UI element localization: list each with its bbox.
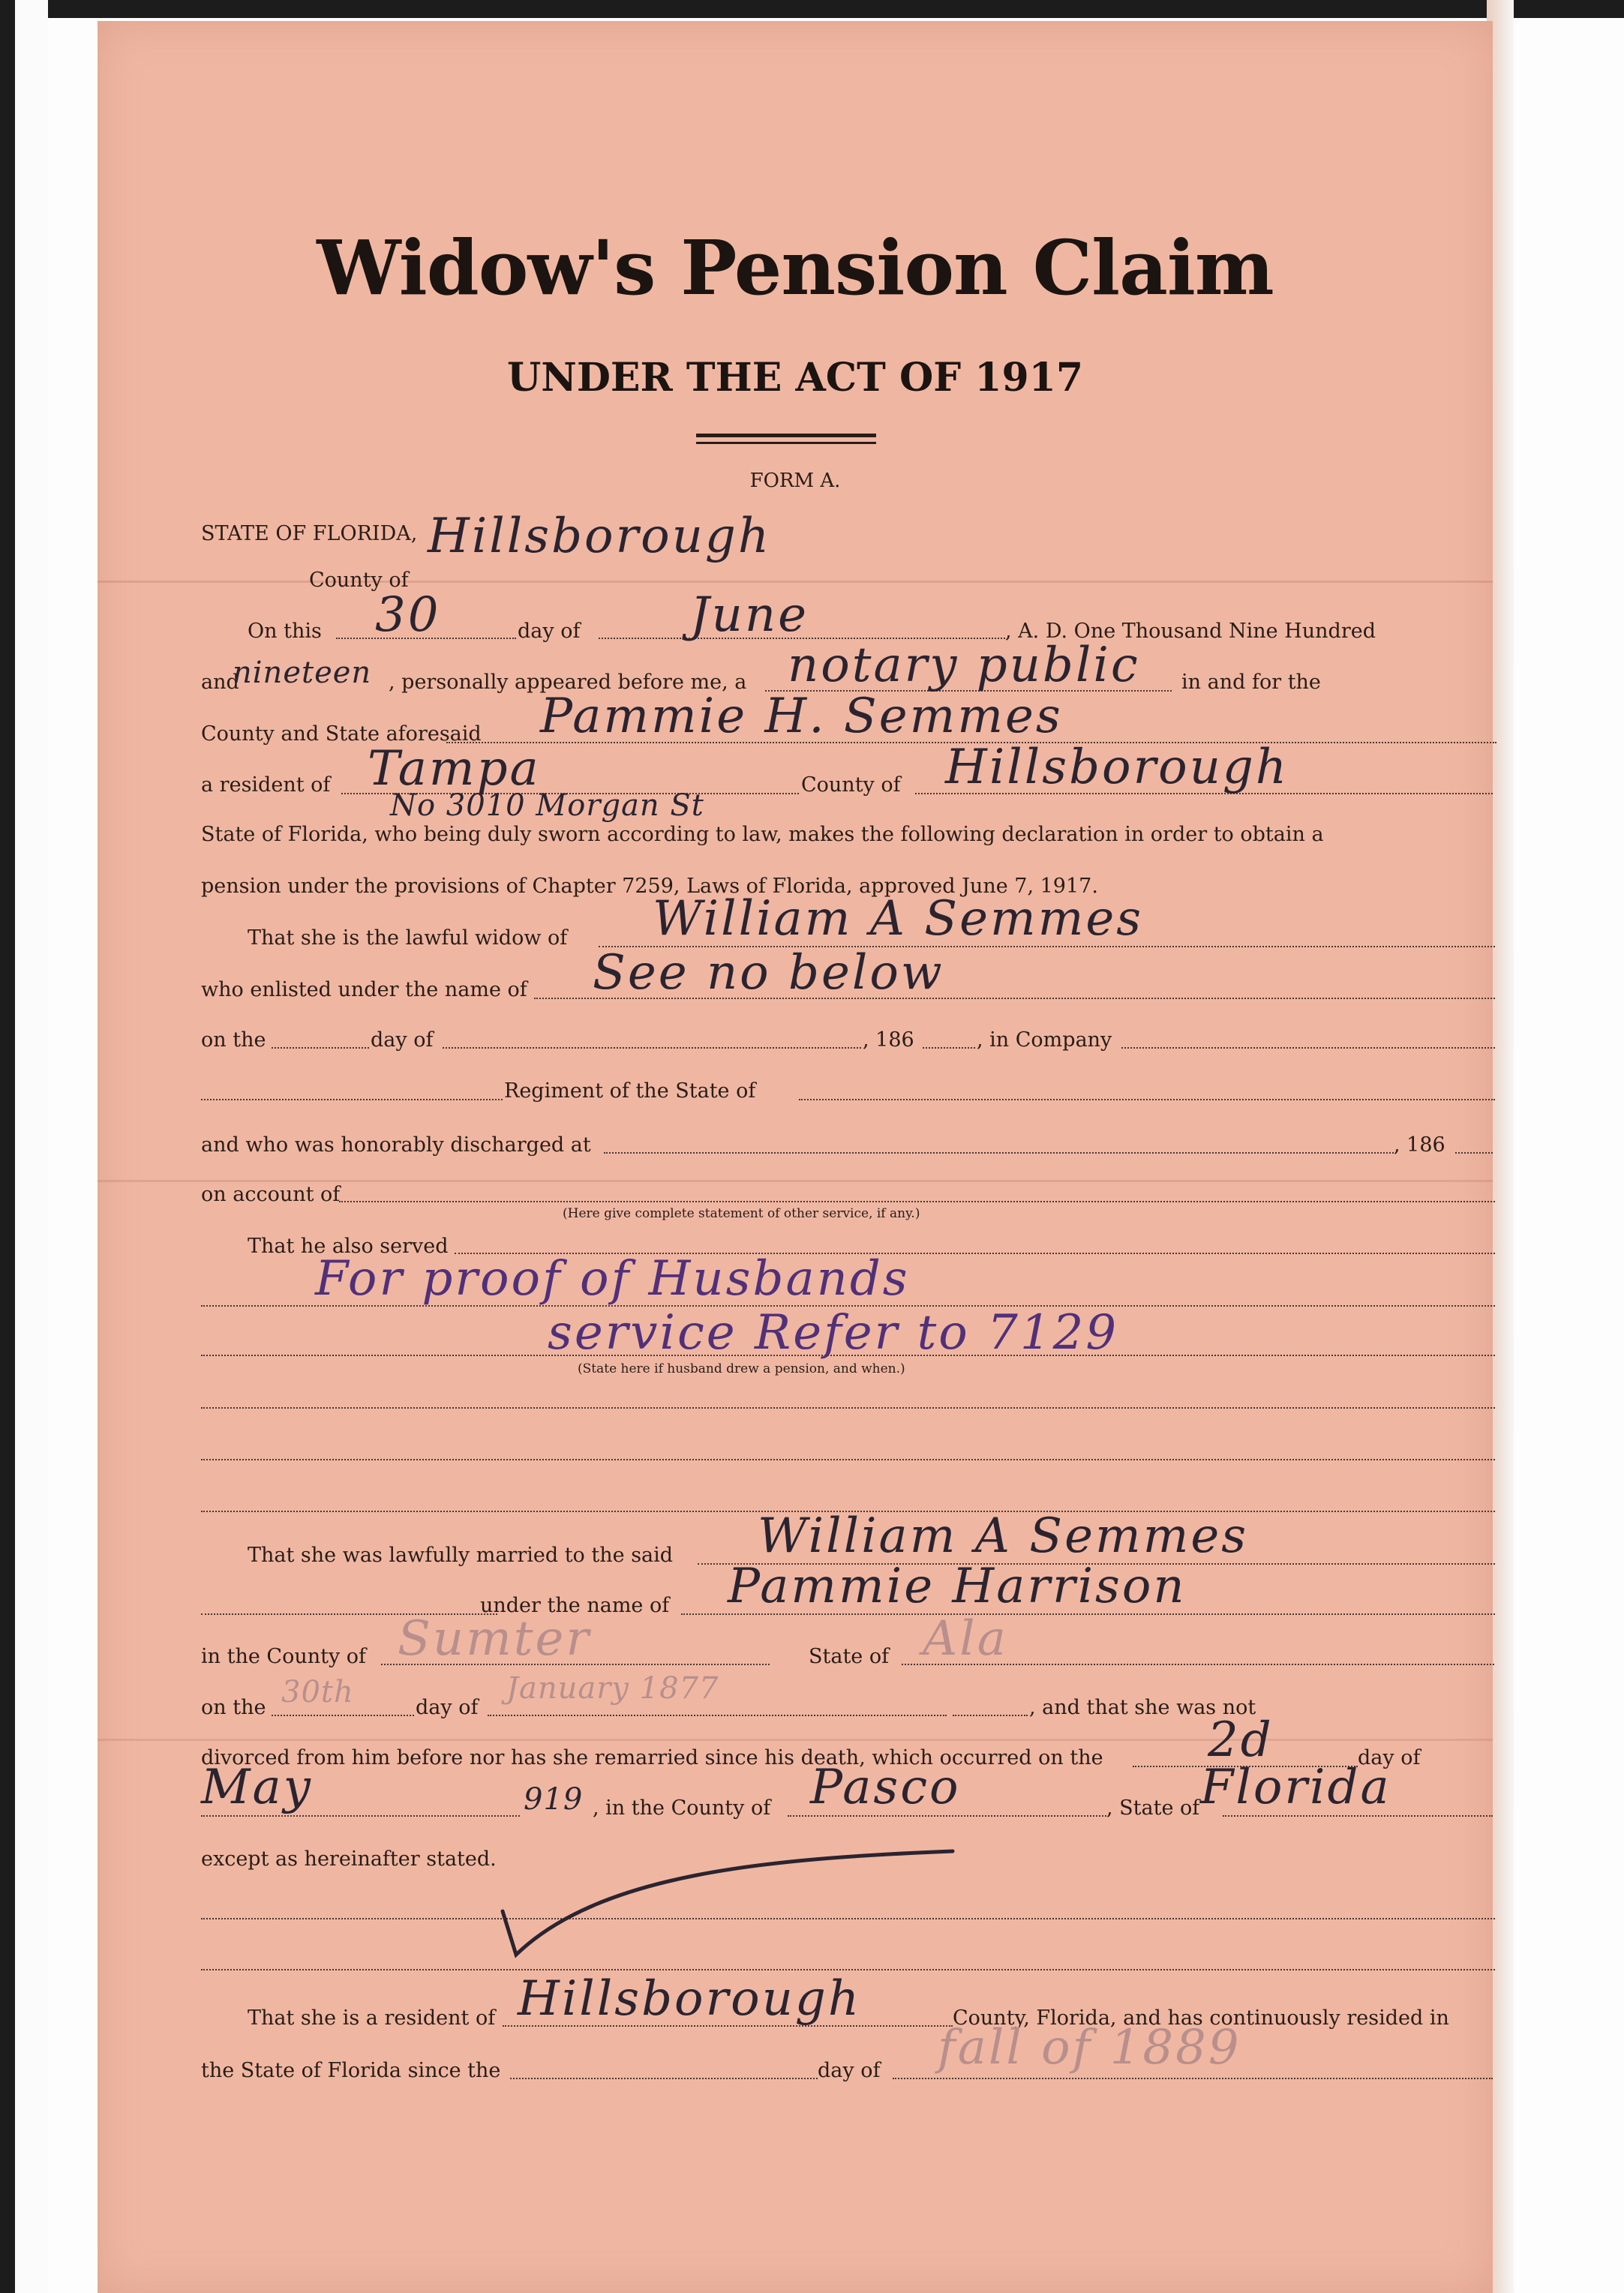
text-year-186b: , 186 (1394, 1133, 1445, 1157)
paper-crease (98, 1739, 1493, 1741)
handwritten-death-year: 919 (524, 1782, 584, 1817)
text-honorably: and who was honorably discharged at (201, 1133, 591, 1157)
handwritten-maiden-name: Pammie Harrison (728, 1559, 1187, 1614)
fill-line (510, 2078, 818, 2079)
text-on-the: on the (201, 1696, 266, 1719)
handwritten-marriage-county: Sumter (398, 1611, 591, 1667)
fill-line (1121, 1047, 1495, 1049)
text-day-of: day of (371, 1028, 434, 1052)
handwritten-death-state: Florida (1200, 1760, 1391, 1815)
handwritten-address: No 3010 Morgan St (390, 788, 704, 823)
fill-line (443, 1047, 861, 1049)
handwritten-husband: William A Semmes (653, 891, 1144, 947)
text-and: and (201, 671, 239, 694)
form-label: FORM A. (749, 470, 841, 492)
handwritten-death-day: 2d (1208, 1712, 1274, 1768)
text-state-of: , State of (1106, 1796, 1200, 1820)
text-resident-of: a resident of (201, 773, 331, 797)
handwritten-service-2: service Refer to 7129 (548, 1305, 1119, 1361)
county-label: County of (309, 569, 409, 592)
handwritten-marriage-state: Ala (923, 1611, 1008, 1667)
text-ad: , A. D. One Thousand Nine Hundred (1005, 620, 1376, 643)
paper-crease (98, 581, 1493, 583)
fill-line (788, 1815, 1106, 1817)
text-under-name: under the name of (480, 1594, 670, 1617)
scan-border-left (0, 0, 15, 2293)
handwritten-current-county: Hillsborough (518, 1971, 862, 2027)
text-resident-of: That she is a resident of (248, 2006, 496, 2030)
fill-line (923, 1047, 975, 1049)
handwritten-marriage-day: 30th (281, 1675, 354, 1709)
fill-line (488, 1715, 947, 1716)
state-label: STATE OF FLORIDA, (201, 522, 418, 545)
scan-background (15, 0, 48, 2293)
handwritten-married-husband: William A Semmes (758, 1508, 1249, 1564)
text-county-state: County and State aforesaid (201, 722, 482, 746)
text-in-county-of: , in the County of (593, 1796, 771, 1820)
text-day-of: day of (818, 2059, 881, 2082)
fill-line (799, 1099, 1495, 1100)
fill-line (201, 1459, 1495, 1460)
handwritten-marriage-date: January 1877 (506, 1671, 719, 1706)
fill-line (604, 1152, 1394, 1154)
handwritten-year: nineteen (233, 656, 372, 690)
handwritten-officer: notary public (788, 638, 1140, 693)
text-personally: , personally appeared before me, a (389, 671, 747, 694)
text-divorced: divorced from him before nor has she remarried since his death, which occurred on the (201, 1746, 1103, 1769)
handwritten-resided-since: fall of 1889 (938, 2020, 1241, 2075)
text-sworn: State of Florida, who being duly sworn according to law, makes the following declaration in order to obtain a (201, 823, 1324, 846)
paper-crease (98, 1180, 1493, 1182)
text-county-of: County of (801, 773, 901, 797)
handwritten-month: June (690, 587, 809, 643)
handwritten-enlisted: See no below (593, 945, 944, 1001)
text-since-the: the State of Florida since the (201, 2059, 501, 2082)
text-and-that: , and that she was not (1029, 1696, 1256, 1719)
title-rule (696, 442, 876, 444)
title-rule (696, 434, 876, 437)
text-day-of: day of (518, 620, 581, 643)
text-year-186: , 186 (863, 1028, 914, 1052)
text-on-account: on account of (201, 1183, 341, 1206)
text-lawful-widow: That she is the lawful widow of (248, 926, 568, 950)
text-enlisted: who enlisted under the name of (201, 978, 527, 1001)
fill-line (1223, 1815, 1493, 1817)
text-day-of: day of (416, 1696, 479, 1719)
fill-line (893, 2078, 1493, 2079)
fill-line (272, 1047, 369, 1049)
note-pension: (State here if husband drew a pension, and when.) (578, 1361, 905, 1376)
text-day-of: day of (1358, 1746, 1421, 1769)
note-other-service: (Here give complete statement of other service, if any.) (563, 1206, 920, 1221)
handwritten-service-1: For proof of Husbands (315, 1251, 910, 1307)
text-in-and-for: in and for the (1181, 671, 1321, 694)
text-county-florida: County, Florida, and has continuously resided in (953, 2006, 1449, 2030)
handwritten-day: 30 (375, 587, 441, 643)
handwritten-death-month: May (201, 1760, 313, 1815)
handwritten-claimant: Pammie H. Semmes (540, 689, 1063, 744)
fill-line (201, 1969, 1495, 1970)
form-title: Widow's Pension Claim (317, 224, 1274, 312)
fill-line (201, 1099, 503, 1100)
fill-line (201, 1407, 1495, 1409)
text-on-this: On this (248, 620, 322, 643)
scan-border-top (0, 0, 1624, 18)
handwritten-residence-county: Hillsborough (945, 740, 1289, 795)
text-company: , in Company (977, 1028, 1112, 1052)
checkmark-stroke (495, 1844, 960, 1964)
text-except: except as hereinafter stated. (201, 1847, 497, 1871)
handwritten-county: Hillsborough (428, 509, 772, 564)
fill-line (1455, 1152, 1493, 1154)
fill-line (953, 1715, 1028, 1716)
fill-line (272, 1715, 414, 1716)
text-married: That she was lawfully married to the said (248, 1544, 674, 1567)
text-state-of: State of (809, 1645, 890, 1668)
text-pension-law: pension under the provisions of Chapter 7259, Laws of Florida, approved June 7, 1917. (201, 875, 1098, 898)
form-paper (98, 21, 1493, 2293)
handwritten-residence: Tampa (368, 741, 541, 797)
fill-line (201, 1815, 520, 1817)
form-subtitle: UNDER THE ACT OF 1917 (506, 355, 1084, 401)
handwritten-death-county: Pasco (810, 1760, 961, 1815)
fill-line (339, 1201, 1495, 1202)
text-also-served: That he also served (248, 1235, 449, 1258)
text-regiment: Regiment of the State of (504, 1079, 756, 1103)
text-on-the: on the (201, 1028, 266, 1052)
text-in-county: in the County of (201, 1645, 367, 1668)
